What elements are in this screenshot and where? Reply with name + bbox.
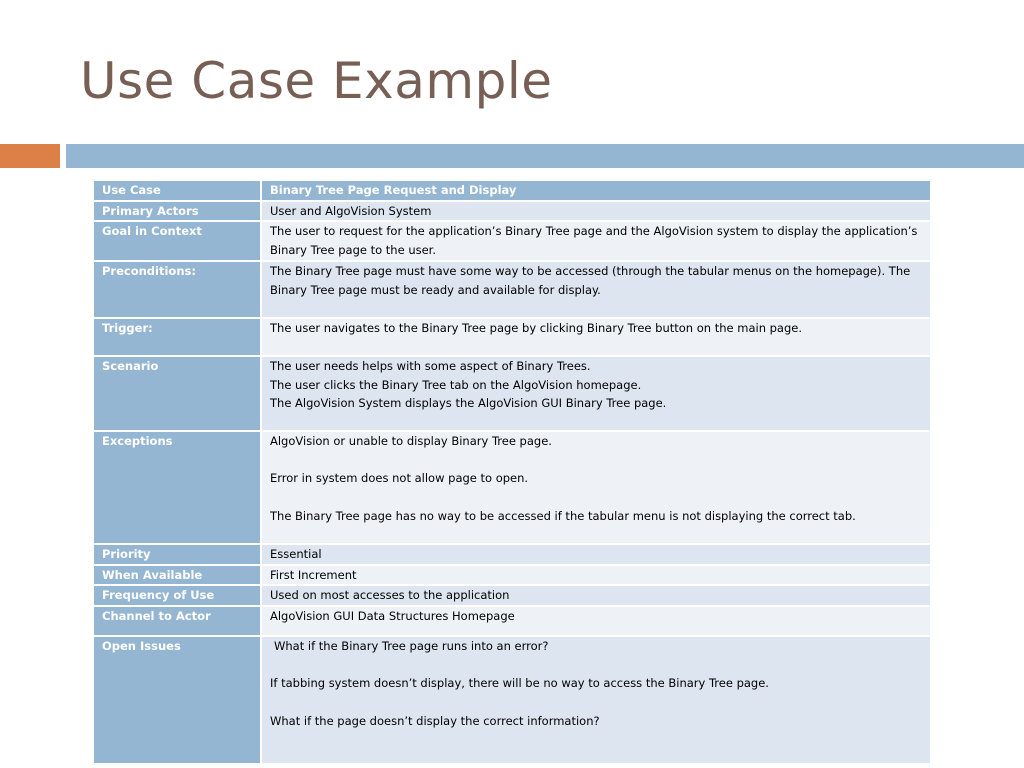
row-value-line: Error in system does not allow page to open. bbox=[270, 471, 529, 486]
row-value-line: AlgoVision or unable to display Binary Tree page. bbox=[270, 433, 552, 448]
row-value-line: AlgoVision GUI Data Structures Homepage bbox=[270, 608, 515, 623]
row-key: Goal in Context bbox=[94, 221, 261, 260]
row-key: Scenario bbox=[94, 356, 261, 431]
table-row-priority bbox=[94, 544, 930, 565]
table-row-channel-to-actor bbox=[94, 606, 930, 636]
row-key: Channel to Actor bbox=[94, 606, 261, 636]
accent-bar-blue bbox=[66, 144, 1024, 168]
table-row-goal-in-context bbox=[94, 221, 930, 260]
row-value-line: User and AlgoVision System bbox=[270, 203, 432, 218]
table-row-frequency-of-use bbox=[94, 585, 930, 606]
row-value bbox=[261, 356, 930, 431]
row-key: When Available bbox=[94, 565, 261, 586]
row-value-line: The Binary Tree page has no way to be accessed if the tabular menu is not displaying the correct tab. bbox=[270, 508, 856, 523]
row-value-line: The user clicks the Binary Tree tab on the AlgoVision homepage. bbox=[270, 377, 642, 392]
slide-title: Use Case Example bbox=[80, 52, 553, 110]
row-value bbox=[261, 221, 930, 260]
row-key: Open Issues bbox=[94, 636, 261, 764]
row-value bbox=[261, 606, 930, 636]
row-value-line: The Binary Tree page must have some way to be accessed (through the tabular menus on the homepage). The Binary Tree page must be ready and available for display. bbox=[270, 263, 911, 297]
row-key: Frequency of Use bbox=[94, 585, 261, 606]
accent-bar-orange bbox=[0, 144, 60, 168]
paragraph-gap bbox=[270, 693, 922, 712]
table-row-preconditions bbox=[94, 261, 930, 318]
row-value-line: Essential bbox=[270, 546, 322, 561]
row-value bbox=[261, 201, 930, 222]
paragraph-gap bbox=[270, 451, 922, 470]
row-value-line: The user navigates to the Binary Tree page by clicking Binary Tree button on the main page. bbox=[270, 320, 803, 335]
paragraph-gap bbox=[270, 488, 922, 507]
row-value-line: The user needs helps with some aspect of Binary Trees. bbox=[270, 358, 591, 373]
row-key: Preconditions: bbox=[94, 261, 261, 318]
row-key: Trigger: bbox=[94, 318, 261, 356]
row-value bbox=[261, 431, 930, 544]
table-row-exceptions bbox=[94, 431, 930, 544]
row-value bbox=[261, 544, 930, 565]
row-value-line: What if the Binary Tree page runs into an error? bbox=[274, 638, 549, 653]
row-value-line: If tabbing system doesn’t display, there will be no way to access the Binary Tree page. bbox=[270, 676, 769, 691]
row-key: Primary Actors bbox=[94, 201, 261, 222]
row-value bbox=[261, 261, 930, 318]
row-value bbox=[261, 318, 930, 356]
table-header-row bbox=[94, 180, 930, 201]
row-value-line: The AlgoVision System displays the AlgoVision GUI Binary Tree page. bbox=[270, 396, 667, 411]
header-key: Use Case bbox=[94, 180, 261, 201]
use-case-table bbox=[94, 179, 930, 764]
row-value-line: Used on most accesses to the application bbox=[270, 588, 510, 603]
row-key: Priority bbox=[94, 544, 261, 565]
table-row-scenario bbox=[94, 356, 930, 431]
header-value: Binary Tree Page Request and Display bbox=[261, 180, 930, 201]
row-value bbox=[261, 636, 930, 764]
row-value-line: First Increment bbox=[270, 567, 357, 582]
row-value bbox=[261, 585, 930, 606]
table-row-when-available bbox=[94, 565, 930, 586]
paragraph-gap bbox=[270, 656, 922, 675]
row-value-line: The user to request for the application’s Binary Tree page and the AlgoVision system to display the application’s Binary Tree page to the user. bbox=[270, 224, 918, 258]
row-value-line: What if the page doesn’t display the correct information? bbox=[270, 713, 600, 728]
row-key: Exceptions bbox=[94, 431, 261, 544]
row-value bbox=[261, 565, 930, 586]
table-row-primary-actors bbox=[94, 201, 930, 222]
table-row-open-issues bbox=[94, 636, 930, 764]
table-row-trigger bbox=[94, 318, 930, 356]
